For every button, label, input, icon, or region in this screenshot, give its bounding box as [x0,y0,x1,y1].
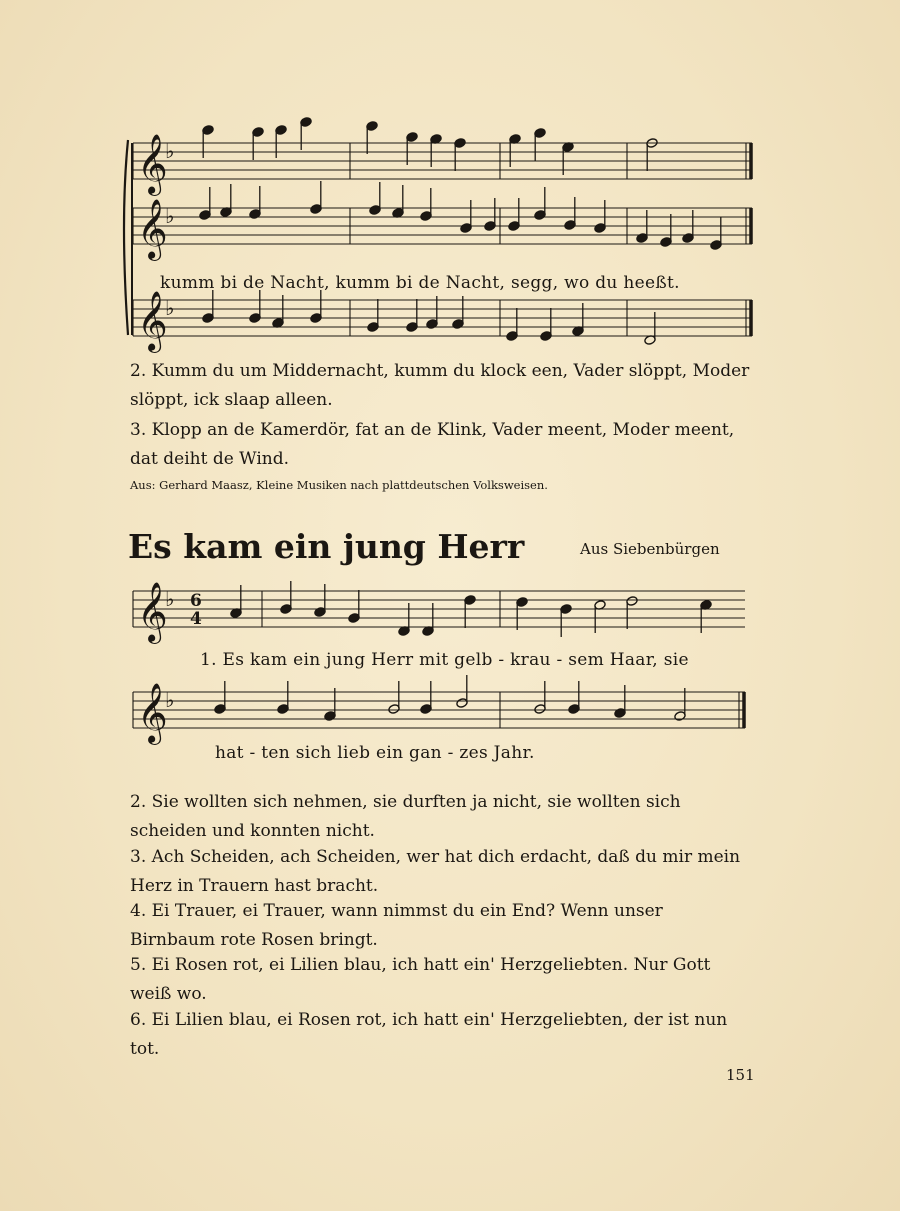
song1-lyric-line: kumm bi de Nacht, kumm bi de Nacht, segg, wo du heeßt. [160,273,680,293]
song1-staff3-note [406,299,418,332]
song2-staff1-note [422,603,434,636]
song2-staff1-note [398,603,410,636]
song1-staff2-note [484,198,496,231]
song1-staff3-note [249,290,261,323]
song1-staff3-note [367,299,379,332]
song1-staff2-note [534,187,546,220]
song1-staff2-note [249,186,261,219]
song2-staff1-note [464,595,476,628]
song2-staff2-note [388,681,400,714]
song1-staff2-note [220,184,232,217]
song2-verse-4: 4. Ei Trauer, ei Trauer, wann nimmst du ein End? Wenn unser Birnbaum rote Rosen bringt. [130,901,663,950]
treble-clef-icon: 𝄞 [137,291,168,351]
song2-staff1-note [314,584,326,617]
treble-clef-icon: 𝄞 [137,199,168,259]
song1-staff2-note [564,197,576,230]
time-signature [190,591,202,629]
song1-staff1-note [509,134,521,167]
song1-staff1-note [300,117,312,150]
song1-verse-3: 3. Klopp an de Kamerdör, fat an de Klink, Vader meent, Moder meent, dat deiht de Wind. [130,420,735,469]
flat-icon: ♭ [165,296,175,320]
song1-staff1-note [275,125,287,158]
song1-staff2-note [508,198,520,231]
song2-lyric-line-1: 1. Es kam ein jung Herr mit gelb - krau - sem Haar, sie [200,650,689,670]
song-origin: Aus Siebenbürgen [580,540,720,558]
flat-icon: ♭ [165,587,175,611]
song1-staff3-note [452,296,464,329]
treble-clef-icon: 𝄞 [137,582,168,642]
svg-text:4: 4 [190,609,202,629]
song1-staff1-note [534,128,546,161]
song1-verse-2: 2. Kumm du um Middernacht, kumm du klock een, Vader slöppt, Moder slöppt, ick slaap alleen. [130,361,750,410]
system-brace [124,140,128,335]
song2-staff1-note [516,597,528,630]
song1-staff1-note [406,132,418,165]
song1-staff2-note [369,182,381,215]
treble-clef-icon: 𝄞 [137,683,168,743]
song2-staff1-note [560,604,572,637]
song1-staff2-note [660,214,672,247]
song2-verse-6: 6. Ei Lilien blau, ei Rosen rot, ich hatt ein' Herzgeliebten, der ist nun tot. [130,1010,728,1059]
song2-staff2-note [674,688,686,721]
song2-staff1-note [280,581,292,614]
flat-icon: ♭ [165,139,175,163]
song1-staff2-note [420,188,432,221]
song2-staff-1 [133,582,745,644]
song1-staff-3 [133,291,752,353]
song1-staff1-note [454,138,466,171]
song1-staff1-note [430,134,442,167]
song1-staff2-note [636,210,648,243]
song1-staff1-note [202,125,214,158]
song1-source: Aus: Gerhard Maasz, Kleine Musiken nach plattdeutschen Volksweisen. [130,478,548,492]
song2-staff2-note [614,685,626,718]
song2-verse-3: 3. Ach Scheiden, ach Scheiden, wer hat dich erdacht, daß du mir mein Herz in Trauern hast bracht. [130,847,741,896]
svg-text:6: 6 [190,591,202,611]
song1-staff2-note [710,217,722,250]
song1-staff-1 [133,134,752,196]
song1-staff1-note [366,121,378,154]
flat-icon: ♭ [165,688,175,712]
song1-staff2-note [682,210,694,243]
song2-staff1-note [594,600,606,633]
song-title: Es kam ein jung Herr [128,527,525,566]
song1-staff3-note [506,308,518,341]
song1-staff3-note [310,290,322,323]
song2-verse-5: 5. Ei Rosen rot, ei Lilien blau, ich hatt ein' Herzgeliebten. Nur Gott weiß wo. [130,955,711,1004]
song1-staff3-note [644,312,656,345]
song2-staff2-note [420,681,432,714]
song1-staff2-note [392,185,404,218]
song2-lyric-line-2: hat - ten sich lieb ein gan - zes Jahr. [215,743,535,763]
song1-staff3-note [572,303,584,336]
flat-icon: ♭ [165,204,175,228]
song1-staff3-note [540,308,552,341]
song2-verse-2: 2. Sie wollten sich nehmen, sie durften ja nicht, sie wollten sich scheiden und konnten nicht. [130,792,681,841]
song1-staff3-note [202,290,214,323]
song2-staff2-note [277,681,289,714]
treble-clef-icon: 𝄞 [137,134,168,194]
song2-staff2-note [534,681,546,714]
song2-staff1-note [700,600,712,633]
song1-staff2-note [310,181,322,214]
song2-staff2-note [568,681,580,714]
song2-staff1-note [230,585,242,618]
page-number: 151 [726,1066,755,1084]
song2-staff2-note [324,688,336,721]
song2-staff1-note [348,590,360,623]
song1-staff2-note [199,187,211,220]
song2-staff1-note [626,596,638,629]
song2-staff2-note [214,681,226,714]
song1-staff3-note [426,296,438,329]
